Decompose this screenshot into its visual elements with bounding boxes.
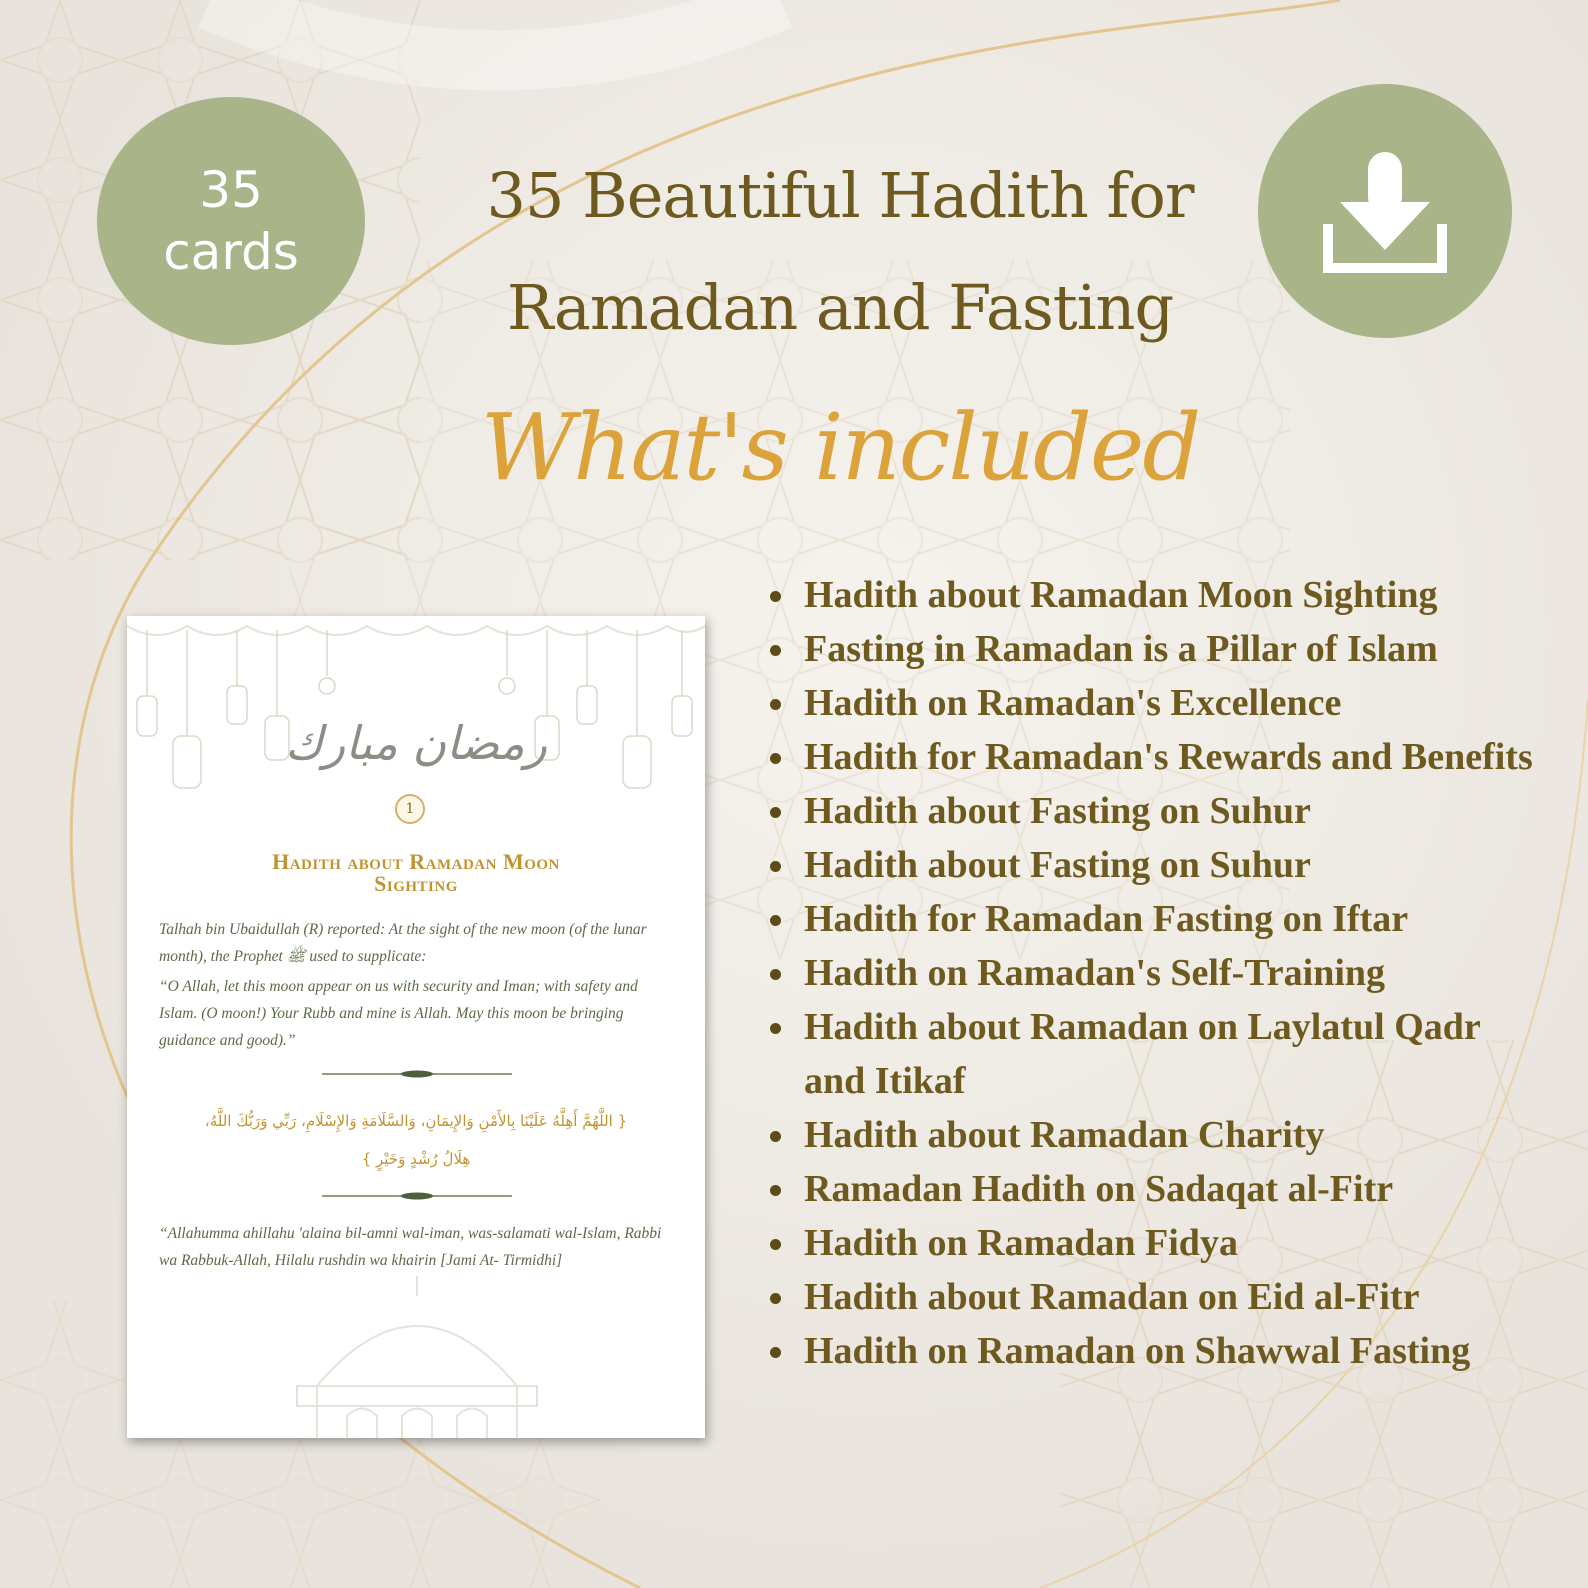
list-item: [770, 676, 1550, 730]
list-item: [770, 1216, 1550, 1270]
list-item: [770, 838, 1550, 892]
list-item: [770, 1108, 1550, 1162]
list-item: [770, 1324, 1550, 1378]
bullet-icon: [770, 1347, 781, 1358]
bullet-icon: [770, 1185, 781, 1196]
arabic-line-2: هِلَالُ رُشْدٍ وَخَيْرٍ }: [361, 1150, 471, 1168]
ramadan-mubarak-calligraphy: رمضان مبارك: [285, 716, 547, 770]
bullet-icon: [770, 645, 781, 656]
ornament-divider: [322, 1190, 512, 1202]
ornament-divider: [322, 1068, 512, 1080]
card-title-line-1: Hadith about Ramadan Moon: [272, 849, 560, 874]
list-item: [770, 784, 1550, 838]
card-transliteration: “Allahumma ahillahu 'alaina bil-amni wal-iman, was-salamati wal-Islam, Rabbi wa Rabbuk-Allah, Hilalu rushdin wa khairin [Jami At- Tirmidhi]: [159, 1225, 662, 1269]
bullet-icon: [770, 915, 781, 926]
mosque-dome-decoration: [277, 1276, 557, 1438]
card-title-line-2: Sighting: [374, 871, 458, 896]
download-button[interactable]: [1258, 84, 1512, 338]
card-count-number: 35: [199, 161, 263, 219]
card-title: [167, 851, 665, 895]
card-intro: Talhah bin Ubaidullah (R) reported: At the sight of the new moon (of the lunar month), the Prophet ﷺ used to supplicate:: [159, 921, 647, 965]
card-number-badge: 1: [395, 794, 425, 824]
bullet-icon: [770, 1131, 781, 1142]
list-item: [770, 568, 1550, 622]
list-item: [770, 730, 1550, 784]
list-item-label: Ramadan Hadith on Sadaqat al-Fitr: [804, 1168, 1394, 1210]
download-icon: [1318, 144, 1452, 278]
card-quote: “O Allah, let this moon appear on us with security and Iman; with safety and Islam. (O moon!) Your Rubb and mine is Allah. May this moon be bringing guidance and good).”: [159, 978, 638, 1049]
included-list: [770, 568, 1550, 1378]
list-item: [770, 1162, 1550, 1216]
list-item-label: Fasting in Ramadan is a Pillar of Islam: [804, 628, 1438, 670]
list-item: [770, 1270, 1550, 1324]
whats-included-heading: What's included: [480, 394, 1200, 501]
bullet-icon: [770, 861, 781, 872]
list-item-label: Hadith for Ramadan's Rewards and Benefits: [804, 736, 1533, 778]
sample-hadith-card: [127, 616, 705, 1438]
list-item-label: Hadith on Ramadan's Excellence: [804, 682, 1342, 724]
list-item-label: Hadith about Fasting on Suhur: [804, 790, 1311, 832]
list-item: [770, 946, 1550, 1000]
bullet-icon: [770, 699, 781, 710]
list-item-label: Hadith on Ramadan Fidya: [804, 1222, 1238, 1264]
list-item-label: Hadith about Ramadan on Eid al-Fitr: [804, 1276, 1420, 1318]
list-item: [770, 622, 1550, 676]
bullet-icon: [770, 753, 781, 764]
list-item: [770, 892, 1550, 946]
arabic-line-1: { اللَّهُمَّ أَهِلَّهُ عَلَيْنَا بِالأَمْنِ وَالإِيمَانِ، وَالسَّلَامَةِ وَالإِسْلَامِ، رَبِّي وَرَبُّكَ اللَّهُ،: [204, 1112, 628, 1130]
bullet-icon: [770, 1023, 781, 1034]
title-line-1: 35 Beautiful Hadith for: [486, 159, 1194, 232]
list-item-label: Hadith on Ramadan on Shawwal Fasting: [804, 1330, 1471, 1372]
card-count-badge: [97, 97, 365, 345]
arabic-supplication: [177, 1102, 655, 1178]
card-count-label: cards: [163, 223, 299, 281]
bullet-icon: [770, 969, 781, 980]
list-item-label: Hadith about Ramadan on Laylatul Qadr and Itikaf: [804, 1006, 1481, 1102]
title-line-2: Ramadan and Fasting: [506, 271, 1174, 344]
list-item-label: Hadith about Ramadan Moon Sighting: [804, 574, 1438, 616]
list-item-label: Hadith for Ramadan Fasting on Iftar: [804, 898, 1409, 940]
bullet-icon: [770, 1239, 781, 1250]
bullet-icon: [770, 807, 781, 818]
list-item-label: Hadith about Fasting on Suhur: [804, 844, 1311, 886]
bullet-icon: [770, 591, 781, 602]
list-item-label: Hadith on Ramadan's Self-Training: [804, 952, 1386, 994]
page-title: [400, 140, 1280, 364]
bullet-icon: [770, 1293, 781, 1304]
list-item: [770, 1000, 1550, 1108]
list-item-label: Hadith about Ramadan Charity: [804, 1114, 1325, 1156]
